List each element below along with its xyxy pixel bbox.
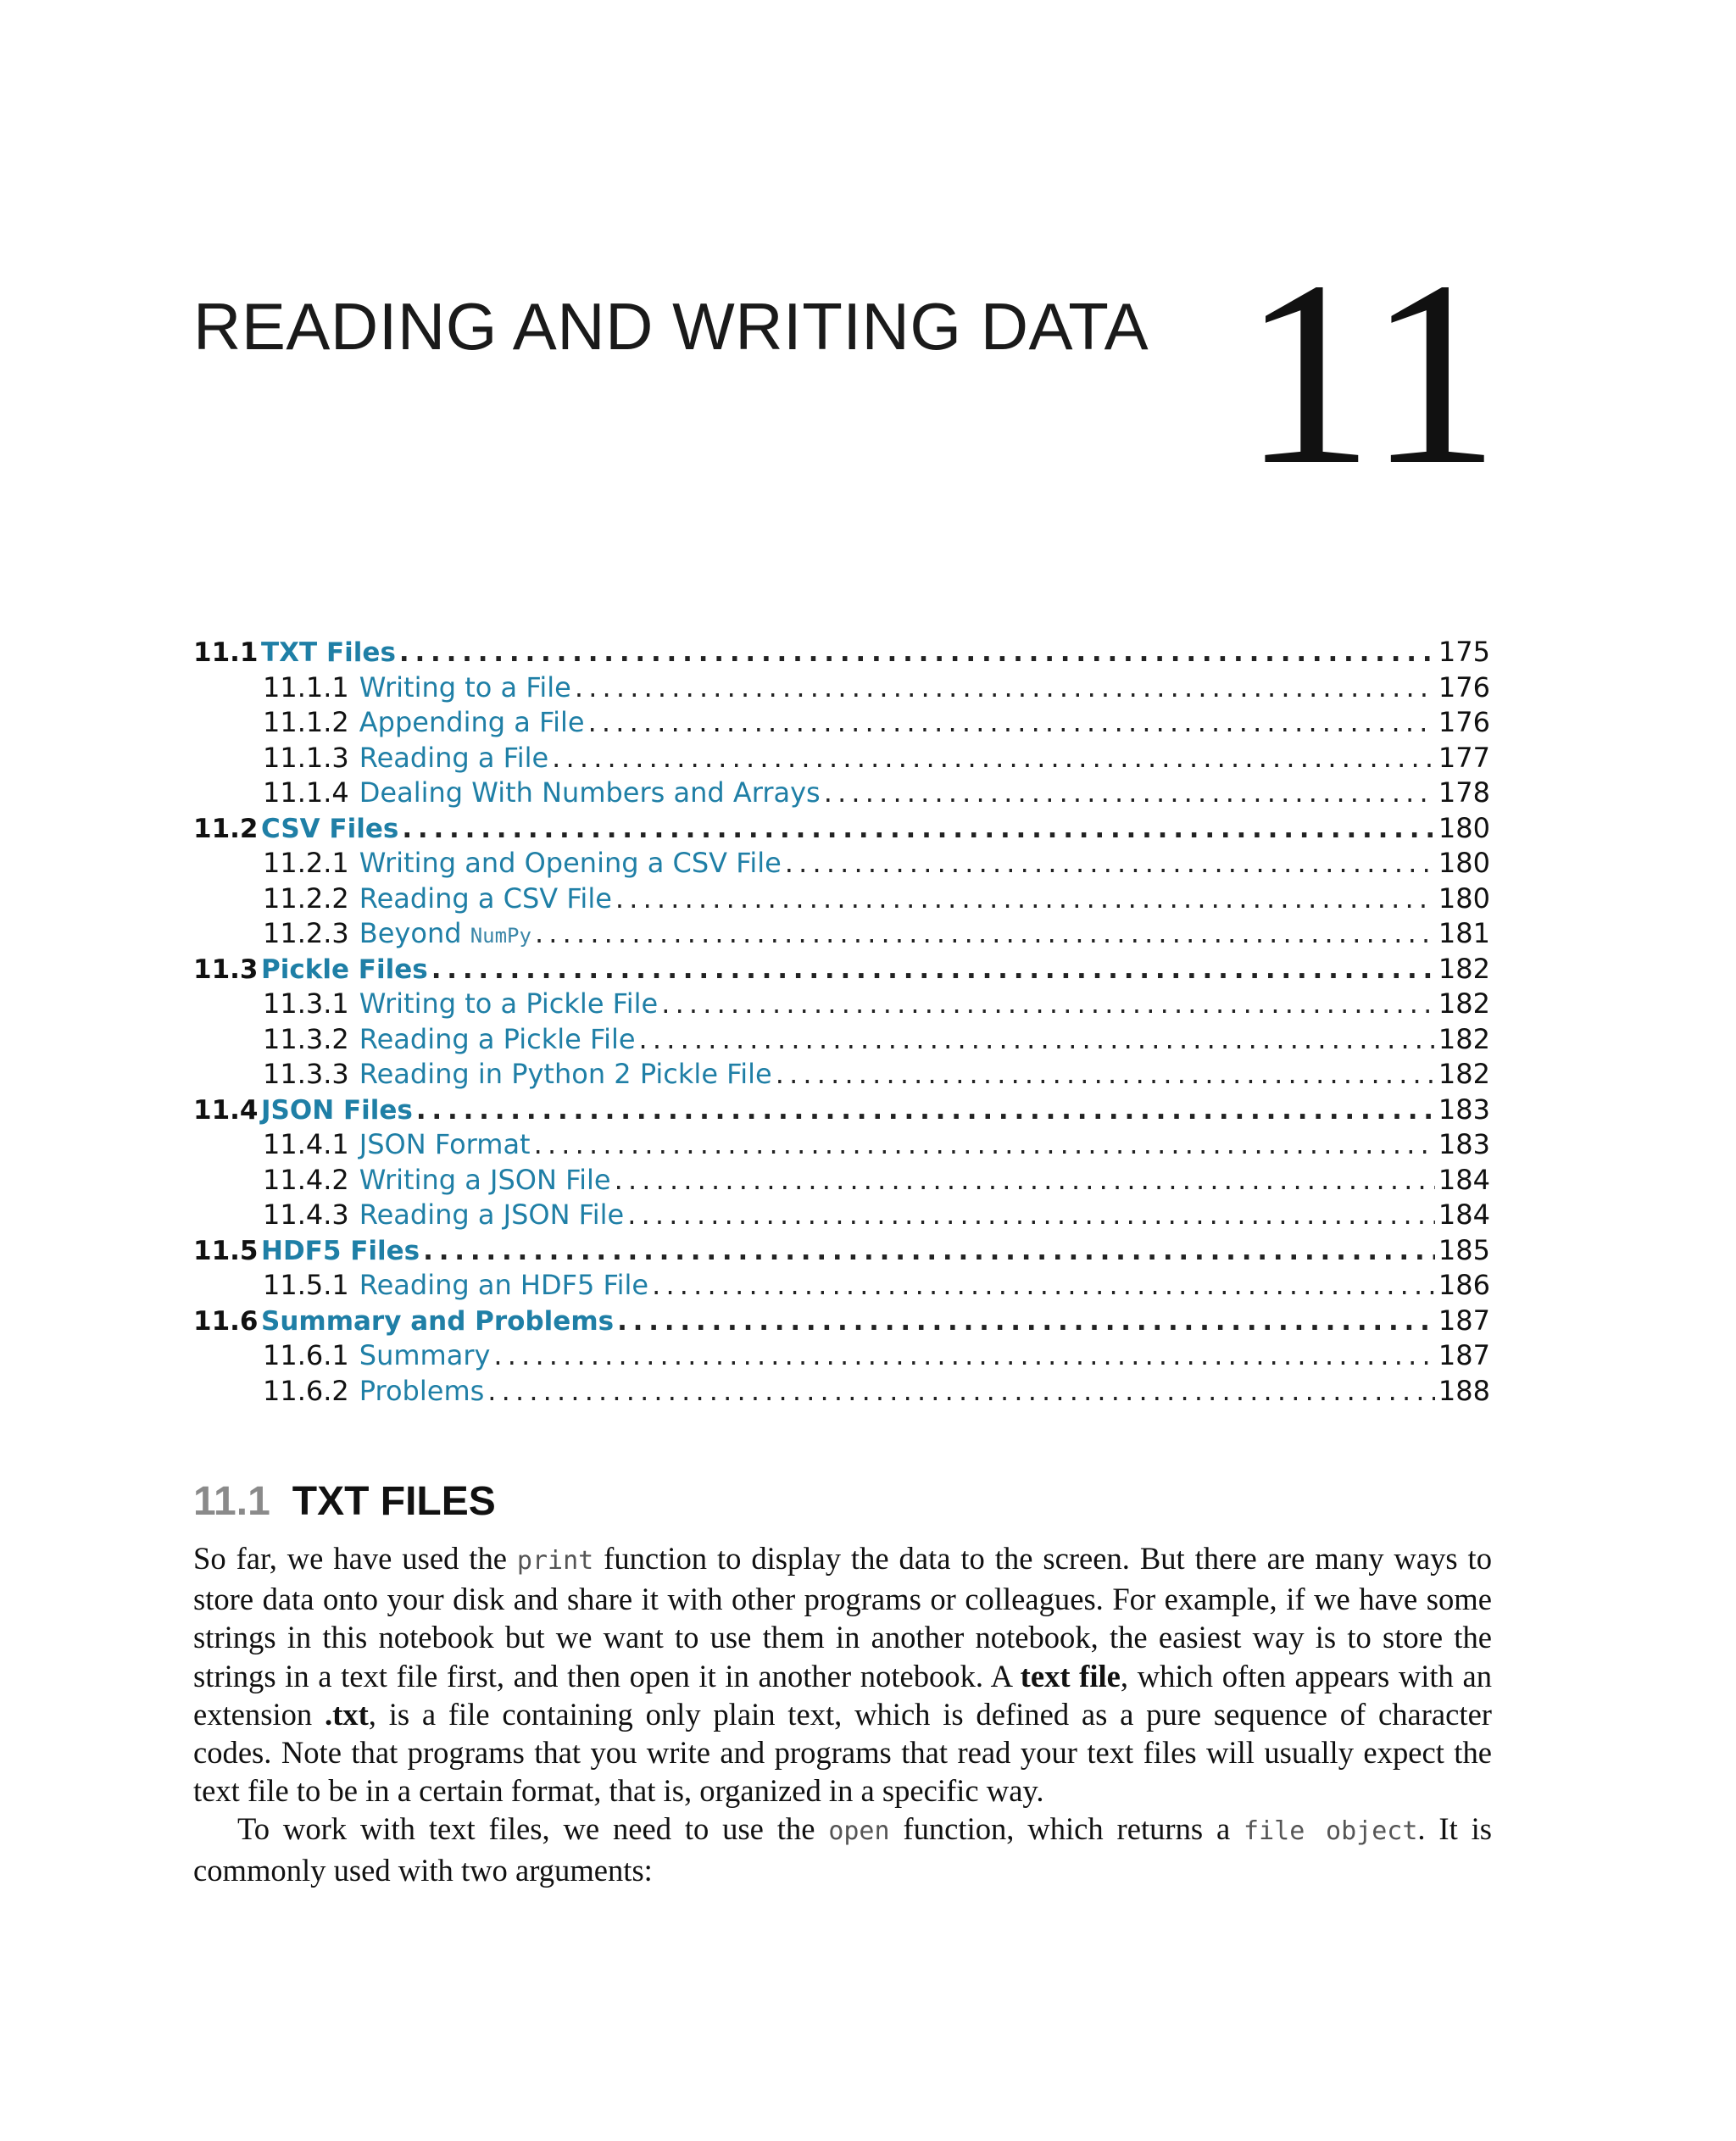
toc-subsection-row[interactable] (193, 742, 1490, 777)
toc-link-text: Reading an HDF5 File (359, 1269, 649, 1301)
inline-code: open (828, 1816, 890, 1847)
toc-page-number: 184 (1438, 1163, 1490, 1196)
toc-link-text: HDF5 Files (261, 1235, 420, 1266)
toc-number: 11.3.2 (263, 1022, 349, 1055)
toc-link-text: TXT Files (261, 637, 396, 668)
toc-number: 11.6.2 (263, 1374, 349, 1407)
toc-link[interactable] (359, 882, 612, 915)
dot-leader (423, 1236, 1435, 1266)
toc-number: 11.3.3 (263, 1058, 349, 1090)
dot-leader (615, 882, 1435, 915)
toc-section-row[interactable] (193, 953, 1490, 988)
dot-leader (535, 917, 1435, 949)
toc-number: 11.5.1 (263, 1269, 349, 1301)
toc-page-number: 176 (1438, 670, 1490, 703)
bold-term: text file (1020, 1658, 1121, 1693)
dot-leader (627, 1198, 1435, 1231)
toc-page-number: 183 (1438, 1093, 1490, 1126)
toc-link[interactable] (359, 1339, 491, 1371)
toc-link-text: Dealing With Numbers and Arrays (359, 776, 821, 809)
toc-link-text: Pickle Files (261, 954, 428, 985)
toc-page-number: 180 (1438, 881, 1490, 915)
dot-leader (588, 706, 1435, 738)
dot-leader (487, 1375, 1435, 1407)
toc-link-text: Reading a JSON File (359, 1198, 625, 1231)
dot-leader (661, 987, 1435, 1020)
toc-link-text: Summary and Problems (261, 1305, 615, 1337)
dot-leader (534, 1128, 1435, 1160)
toc-subsection-row[interactable] (193, 882, 1490, 918)
text-run: . It is commonly used with two arguments: (193, 1811, 1492, 1888)
text-run: To work with text files, we need to use the (237, 1811, 829, 1847)
toc-subsection-row[interactable] (193, 671, 1490, 707)
toc-page-number: 178 (1438, 776, 1490, 809)
toc-subsection-row[interactable] (193, 917, 1490, 953)
toc-link[interactable] (359, 1269, 648, 1301)
toc-link-text: Summary (359, 1339, 491, 1371)
text-run: function to display the data to the screen. But there are many ways to store data onto your disk and share it with other programs or colleagues. For example, if we have some strings in this notebook but we want to use them in another notebook, the easiest way is to store the strings in a text file first, and then open it in another notebook. A (193, 1541, 1492, 1693)
toc-number: 11.6 (193, 1305, 259, 1337)
toc-link[interactable] (261, 954, 428, 985)
toc-subsection-row[interactable] (193, 776, 1490, 812)
toc-number: 11.2.2 (263, 881, 349, 915)
toc-link-text: JSON Format (359, 1128, 531, 1160)
toc-link-text: Beyond (359, 917, 462, 949)
toc-page-number: 185 (1438, 1233, 1490, 1266)
toc-subsection-row[interactable] (193, 1164, 1490, 1199)
dot-leader (402, 814, 1435, 844)
toc-number: 11.6.1 (263, 1339, 349, 1371)
dot-leader (399, 637, 1435, 668)
text-run: So far, we have used the (193, 1541, 517, 1576)
toc-number: 11.4.3 (263, 1198, 349, 1231)
toc-section-row[interactable] (193, 812, 1490, 848)
toc-link-text: Appending a File (359, 706, 585, 738)
toc-number: 11.2.3 (263, 917, 349, 949)
dot-leader (785, 847, 1435, 879)
toc-page-number: 176 (1438, 706, 1490, 738)
paragraph (193, 1539, 1492, 1810)
toc-number: 11.2.1 (263, 847, 349, 879)
toc-subsection-row[interactable] (193, 1058, 1490, 1093)
dot-leader (552, 742, 1435, 774)
bold-term: .txt (324, 1696, 369, 1732)
toc-subsection-row[interactable] (193, 847, 1490, 882)
section-heading (193, 1479, 496, 1524)
toc-page-number: 180 (1438, 811, 1490, 844)
toc-number: 11.4.1 (263, 1128, 349, 1160)
toc-number: 11.3.1 (263, 987, 349, 1020)
toc-link[interactable] (261, 1236, 420, 1266)
dot-leader (575, 671, 1435, 703)
toc-page-number: 182 (1438, 952, 1490, 985)
dot-leader (776, 1058, 1435, 1090)
toc-page-number: 184 (1438, 1198, 1490, 1231)
toc-page-number: 177 (1438, 741, 1490, 774)
toc-link-text: Reading a CSV File (359, 881, 612, 915)
toc-link[interactable] (359, 1164, 611, 1196)
toc-link-text: Reading in Python 2 Pickle File (359, 1058, 772, 1090)
toc-link[interactable] (359, 742, 548, 774)
body-text (193, 1539, 1492, 1889)
toc-link[interactable] (261, 814, 398, 844)
toc-subsection-row[interactable] (193, 1023, 1490, 1059)
dot-leader (416, 1095, 1435, 1126)
toc-subsection-row[interactable] (193, 987, 1490, 1023)
paragraph (193, 1810, 1492, 1888)
toc-link[interactable] (359, 706, 585, 738)
toc-link[interactable] (359, 776, 821, 809)
toc-number: 11.1.1 (263, 670, 349, 703)
toc-link[interactable] (261, 1095, 413, 1126)
table-of-contents (193, 636, 1490, 1410)
toc-link-text: Problems (359, 1374, 485, 1407)
chapter-title: READING AND WRITING DATA (193, 289, 1149, 364)
toc-link-text: Writing and Opening a CSV File (359, 847, 782, 879)
toc-link[interactable] (359, 1375, 485, 1407)
toc-link[interactable] (359, 1058, 772, 1090)
dot-leader (431, 954, 1435, 985)
toc-section-row[interactable] (193, 1234, 1490, 1270)
toc-number: 11.4 (193, 1094, 259, 1126)
toc-subsection-row[interactable] (193, 706, 1490, 742)
dot-leader (617, 1306, 1435, 1337)
dot-leader (652, 1269, 1435, 1301)
toc-link-text: Writing to a File (359, 670, 571, 703)
toc-subsection-row[interactable] (193, 1198, 1490, 1234)
toc-link-text: Writing to a Pickle File (359, 987, 659, 1020)
toc-section-row[interactable] (193, 1304, 1490, 1340)
toc-number: 11.4.2 (263, 1163, 349, 1196)
text-run: function, which returns a (889, 1811, 1244, 1847)
toc-link-text: CSV Files (261, 813, 399, 844)
toc-number: 11.3 (193, 954, 259, 985)
toc-link[interactable] (359, 1023, 636, 1055)
toc-link[interactable] (261, 637, 396, 668)
toc-number: 11.1.3 (263, 741, 349, 774)
toc-link[interactable] (359, 987, 658, 1020)
toc-section-row[interactable] (193, 1093, 1490, 1129)
toc-page-number: 182 (1438, 1058, 1490, 1090)
toc-page-number: 187 (1438, 1304, 1490, 1337)
toc-page-number: 180 (1438, 847, 1490, 879)
dot-leader (615, 1164, 1435, 1196)
toc-page-number: 181 (1438, 917, 1490, 949)
toc-number: 11.1 (193, 637, 259, 668)
toc-inline-code: NumPy (470, 924, 531, 948)
toc-link[interactable] (359, 917, 531, 949)
toc-subsection-row[interactable] (193, 1128, 1490, 1164)
section-number: 11.1 (193, 1479, 270, 1524)
toc-number: 11.1.2 (263, 706, 349, 738)
toc-link[interactable] (261, 1306, 614, 1337)
toc-subsection-row[interactable] (193, 1269, 1490, 1304)
toc-number: 11.1.4 (263, 776, 349, 809)
toc-link[interactable] (359, 1128, 531, 1160)
inline-code: file object (1244, 1816, 1418, 1847)
text-run: , which often appears with an extension (193, 1658, 1492, 1732)
toc-subsection-row[interactable] (193, 1375, 1490, 1410)
text-run: , is a file containing only plain text, which is defined as a pure sequence of character codes. Note that programs that you write and programs that read your text files will usually expect the text file to be in a certain format, that is, organized in a specific way. (193, 1696, 1492, 1809)
chapter-number: 11 (1242, 227, 1504, 520)
toc-page-number: 187 (1438, 1339, 1490, 1371)
toc-page-number: 188 (1438, 1374, 1490, 1407)
toc-page-number: 182 (1438, 987, 1490, 1020)
toc-section-row[interactable] (193, 636, 1490, 671)
toc-link-text: Reading a Pickle File (359, 1022, 636, 1055)
toc-page-number: 182 (1438, 1022, 1490, 1055)
toc-link[interactable] (359, 1198, 624, 1231)
toc-link[interactable] (359, 671, 571, 703)
dot-leader (824, 776, 1435, 809)
toc-link-text: Writing a JSON File (359, 1163, 611, 1196)
toc-link[interactable] (359, 847, 782, 879)
section-title: TXT FILES (292, 1479, 496, 1524)
dot-leader (639, 1023, 1435, 1055)
toc-link-text: JSON Files (261, 1094, 413, 1126)
inline-code: print (516, 1546, 594, 1576)
toc-link-text: Reading a File (359, 741, 549, 774)
toc-page-number: 183 (1438, 1128, 1490, 1160)
toc-subsection-row[interactable] (193, 1339, 1490, 1375)
toc-page-number: 175 (1438, 636, 1490, 668)
toc-number: 11.5 (193, 1235, 259, 1266)
toc-page-number: 186 (1438, 1269, 1490, 1301)
toc-number: 11.2 (193, 813, 259, 844)
dot-leader (493, 1339, 1435, 1371)
